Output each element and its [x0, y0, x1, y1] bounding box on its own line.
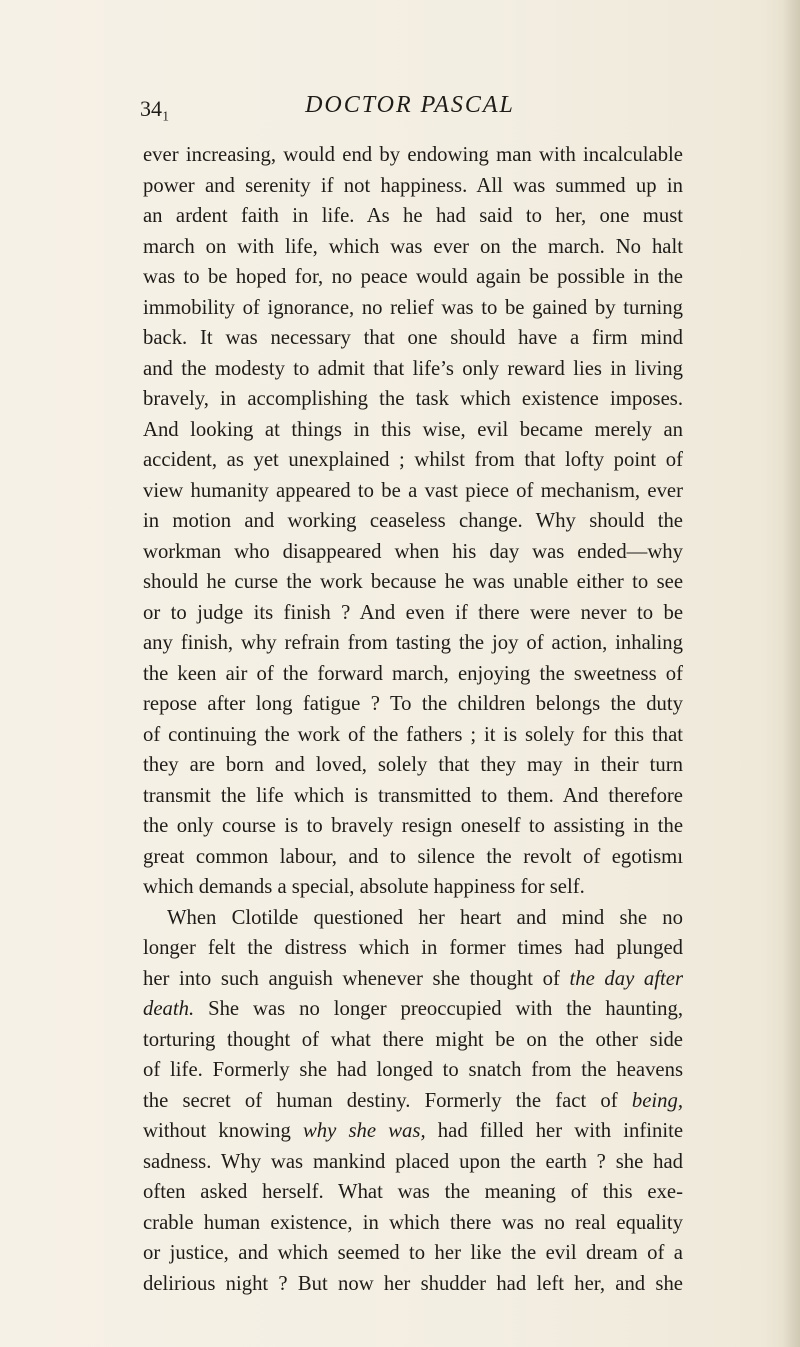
page-number: 34₁ [140, 96, 170, 121]
line-text: ever increasing, would end by endowing man with incalculable [143, 144, 683, 166]
text-line [143, 201, 683, 232]
line-text: her into such anguish whenever she thought of [143, 967, 570, 990]
line-text: should he curse the work because he was unable either to see [143, 571, 683, 593]
text-line [143, 262, 683, 293]
text-line [143, 872, 683, 903]
line-text: When Clotilde questioned her heart and mind she no [167, 906, 683, 929]
line-text: and the modesty to admit that life’s only reward lies in living [143, 357, 683, 380]
text-line [143, 720, 683, 751]
text-line [143, 140, 683, 171]
line-text: view humanity appeared to be a vast piece of mechanism, ever [143, 479, 683, 502]
line-text: was to be hoped for, no peace would again be possible in the [143, 266, 683, 288]
text-line [143, 171, 683, 202]
line-text: often asked herself. What was the meaning of this exe- [143, 1181, 683, 1203]
text-line [143, 323, 683, 354]
line-text: workman who disappeared when his day was ended—why [143, 540, 683, 563]
body-text [143, 140, 683, 1299]
text-line [143, 567, 683, 598]
line-text: torturing thought of what there might be on the other side [143, 1028, 683, 1051]
line-text: any finish, why refrain from tasting the joy of action, inhaling [143, 632, 683, 654]
text-line [143, 1208, 683, 1239]
line-text: they are born and loved, solely that they may in their turn [143, 754, 683, 776]
line-text: or justice, and which seemed to her like the evil dream of a [143, 1242, 683, 1264]
running-title: DOCTOR PASCAL [305, 92, 515, 118]
text-line [143, 1177, 683, 1208]
line-text: the secret of human destiny. Formerly the fact of [143, 1089, 632, 1112]
italic-phrase: the day after [569, 967, 683, 990]
line-text: had filled her with infinite [425, 1120, 683, 1142]
text-line [143, 1086, 683, 1117]
line-text: which demands a special, absolute happiness for self. [143, 876, 585, 898]
line-text: delirious night ? But now her shudder had left her, and she [143, 1272, 683, 1295]
text-line [143, 628, 683, 659]
line-text: or to judge its finish ? And even if there were never to be [143, 601, 683, 624]
text-line [143, 232, 683, 263]
text-line [143, 750, 683, 781]
line-text: bravely, in accomplishing the task which existence imposes. [143, 388, 683, 410]
text-line [143, 354, 683, 385]
line-text: longer felt the distress which in former times had plunged [143, 937, 683, 959]
italic-phrase: death. [143, 998, 195, 1020]
line-text: immobility of ignorance, no relief was to be gained by turning [143, 296, 683, 319]
line-text: the keen air of the forward march, enjoying the sweetness of [143, 662, 683, 685]
text-line [143, 384, 683, 415]
text-line [143, 811, 683, 842]
text-line [143, 1025, 683, 1056]
line-text: an ardent faith in life. As he had said to her, one must [143, 205, 683, 227]
line-text: transmit the life which is transmitted to them. And therefore [143, 784, 683, 807]
line-text: She was no longer preoccupied with the haunting, [194, 998, 683, 1020]
page-header [140, 92, 680, 132]
line-text: in motion and working ceaseless change. Why should the [143, 510, 683, 532]
line-text: of continuing the work of the fathers ; it is solely for this that [143, 723, 683, 746]
italic-phrase: why she was, [302, 1120, 426, 1142]
text-line [143, 1116, 683, 1147]
text-line [143, 445, 683, 476]
line-text: great common labour, and to silence the revolt of egotismı [143, 845, 683, 868]
text-line [143, 933, 683, 964]
text-line [143, 415, 683, 446]
text-line [143, 506, 683, 537]
line-text: march on with life, which was ever on the march. No halt [143, 235, 683, 258]
page-edge-shadow [782, 0, 800, 1347]
line-text: accident, as yet unexplained ; whilst from that lofty point of [143, 449, 683, 471]
text-line [143, 476, 683, 507]
line-text: repose after long fatigue ? To the children belongs the duty [143, 693, 683, 715]
text-line [143, 903, 683, 934]
text-line [143, 1055, 683, 1086]
text-line [143, 781, 683, 812]
italic-phrase: being, [631, 1089, 683, 1112]
text-line [143, 842, 683, 873]
text-line [143, 1269, 683, 1300]
text-line [143, 659, 683, 690]
line-text: crable human existence, in which there was no real equality [143, 1211, 683, 1234]
line-text: back. It was necessary that one should have a firm mind [143, 327, 683, 349]
text-line [143, 537, 683, 568]
text-line [143, 964, 683, 995]
line-text: without knowing [143, 1120, 303, 1142]
text-line [143, 689, 683, 720]
line-text: the only course is to bravely resign oneself to assisting in the [143, 815, 683, 837]
text-line [143, 1238, 683, 1269]
line-text: sadness. Why was mankind placed upon the earth ? she had [143, 1150, 683, 1173]
text-line [143, 293, 683, 324]
line-text: power and serenity if not happiness. All was summed up in [143, 174, 683, 197]
text-line [143, 1147, 683, 1178]
line-text: of life. Formerly she had longed to snatch from the heavens [143, 1059, 683, 1081]
text-line [143, 598, 683, 629]
text-line [143, 994, 683, 1025]
line-text: And looking at things in this wise, evil became merely an [143, 418, 683, 441]
